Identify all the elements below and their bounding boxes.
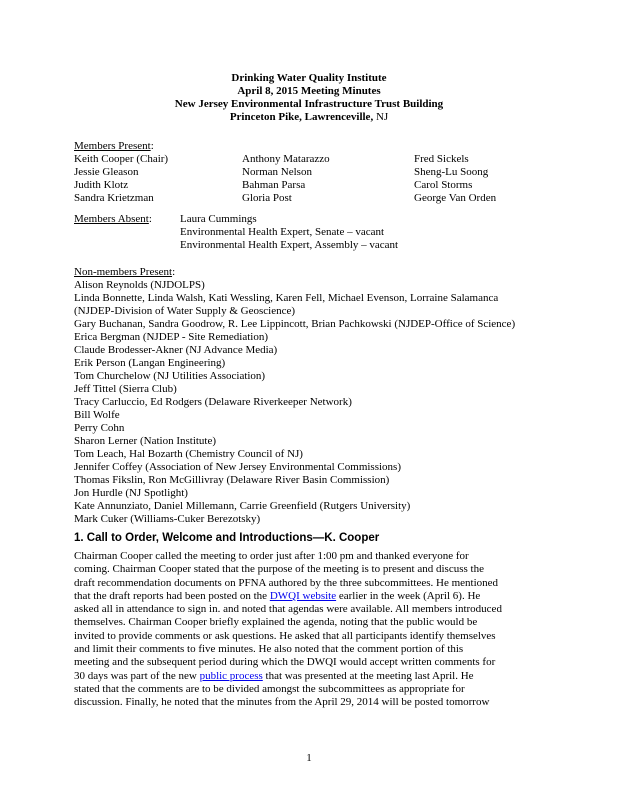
public-process-link[interactable]: public process: [199, 669, 263, 682]
absent-member: Laura Cummings: [180, 213, 257, 225]
members-column-2: [242, 153, 330, 205]
paragraph-line: [74, 670, 548, 683]
attendee: Linda Bonnette, Linda Walsh, Kati Wessling, Karen Fell, Michael Evenson, Lorraine Salamanca: [74, 292, 499, 304]
member-name: Anthony Matarazzo: [242, 153, 330, 165]
member-name: Fred Sickels: [414, 153, 469, 165]
members-present-heading: Members Present: [74, 140, 151, 152]
attendee: Tom Churchelow (NJ Utilities Association): [74, 370, 266, 382]
header-building: New Jersey Environmental Infrastructure Trust Building: [174, 98, 444, 110]
non-members-heading: Non-members Present: [74, 266, 173, 278]
paragraph-line: [74, 590, 548, 603]
paragraph-line: coming. Chairman Cooper stated that the purpose of the meeting is to present and discuss the: [74, 563, 484, 576]
members-present-label: [74, 140, 154, 153]
attendee: (NJDEP-Division of Water Supply & Geoscience): [74, 305, 296, 317]
members-absent-colon: :: [148, 213, 152, 225]
attendee: Perry Cohn: [74, 422, 125, 434]
paragraph-line: stated that the comments are to be divided amongst the subcommittees as appropriate for: [74, 682, 465, 695]
attendee: Mark Cuker (Williams-Cuker Berezotsky): [74, 513, 261, 525]
member-name: Gloria Post: [242, 192, 292, 204]
attendee: Tracy Carluccio, Ed Rodgers (Delaware Riverkeeper Network): [74, 396, 352, 408]
members-absent-heading: Members Absent: [74, 213, 149, 225]
attendee: Jon Hurdle (NJ Spotlight): [74, 487, 188, 499]
member-name: Bahman Parsa: [242, 179, 306, 191]
dwqi-website-link[interactable]: DWQI website: [269, 589, 337, 602]
document-header: [0, 72, 618, 124]
attendee: Tom Leach, Hal Bozarth (Chemistry Council of NJ): [74, 448, 303, 460]
members-absent-list: [180, 213, 398, 252]
attendee: Bill Wolfe: [74, 409, 120, 421]
section-heading: 1. Call to Order, Welcome and Introductions—K. Cooper: [74, 532, 380, 544]
absent-member: Environmental Health Expert, Assembly – vacant: [180, 239, 399, 251]
absent-member: Environmental Health Expert, Senate – vacant: [180, 226, 385, 238]
paragraph-line: and limit their comments to five minutes. He also noted that the comment portion of this: [74, 643, 464, 656]
section-paragraph: [74, 550, 548, 710]
paragraph-line: Chairman Cooper called the meeting to order just after 1:00 pm and thanked everyone for: [74, 550, 469, 562]
members-present-colon: :: [150, 140, 154, 152]
members-absent-label: [74, 213, 152, 226]
member-name: Sandra Krietzman: [74, 192, 154, 204]
paragraph-line: invited to provide comments or ask questions. He asked that all participants identify themselves: [74, 629, 496, 642]
paragraph-line: meeting and the subsequent period during which the DWQI would accept written comments for: [74, 656, 496, 669]
attendee: Sharon Lerner (Nation Institute): [74, 435, 217, 447]
paragraph-line: draft recommendation documents on PFNA authored by the three subcommittees. He mentioned: [74, 576, 499, 589]
attendee: Jennifer Coffey (Association of New Jersey Environmental Commissions): [74, 461, 401, 473]
attendee: Gary Buchanan, Sandra Goodrow, R. Lee Lippincott, Brian Pachkowski (NJDEP-Office of Science): [74, 318, 516, 330]
header-institute: Drinking Water Quality Institute: [231, 72, 387, 84]
header-address-state: NJ: [373, 111, 389, 123]
member-name: Jessie Gleason: [74, 166, 139, 178]
header-address-bold: Princeton Pike, Lawrenceville,: [229, 111, 374, 123]
attendee: Alison Reynolds (NJDOLPS): [74, 279, 205, 291]
attendee: Jeff Tittel (Sierra Club): [74, 383, 177, 395]
header-date: April 8, 2015 Meeting Minutes: [237, 85, 381, 97]
header-address: [0, 111, 618, 124]
non-members-label: [74, 266, 175, 279]
members-column-3: [414, 153, 496, 205]
attendee: Claude Brodesser-Akner (NJ Advance Media): [74, 344, 278, 356]
paragraph-line: asked all in attendance to sign in. and noted that agendas were available. All members introduced: [74, 603, 502, 616]
member-name: Carol Storms: [414, 179, 473, 191]
members-column-1: [74, 153, 168, 205]
page-number: 1: [306, 752, 312, 764]
non-members-list: [74, 279, 574, 526]
member-name: George Van Orden: [414, 192, 497, 204]
member-name: Sheng-Lu Soong: [414, 166, 489, 178]
paragraph-text: earlier in the week (April 6). He: [336, 589, 481, 602]
attendee: Erica Bergman (NJDEP - Site Remediation): [74, 331, 268, 343]
paragraph-line: discussion. Finally, he noted that the minutes from the April 29, 2014 will be posted tomorrow: [74, 696, 490, 709]
attendee: Erik Person (Langan Engineering): [74, 357, 226, 369]
paragraph-text: 30 days was part of the new: [74, 669, 200, 682]
member-name: Judith Klotz: [74, 179, 129, 191]
attendee: Kate Annunziato, Daniel Millemann, Carrie Greenfield (Rutgers University): [74, 500, 411, 512]
paragraph-line: themselves. Chairman Cooper briefly explained the agenda, noting that the public would be: [74, 616, 478, 629]
paragraph-text: that was presented at the meeting last April. He: [262, 669, 474, 682]
non-members-colon: :: [172, 266, 176, 278]
attendee: Thomas Fikslin, Ron McGillivray (Delaware River Basin Commission): [74, 474, 390, 486]
member-name: Keith Cooper (Chair): [74, 153, 169, 165]
paragraph-text: that the draft reports had been posted on the: [74, 589, 270, 602]
member-name: Norman Nelson: [242, 166, 312, 178]
